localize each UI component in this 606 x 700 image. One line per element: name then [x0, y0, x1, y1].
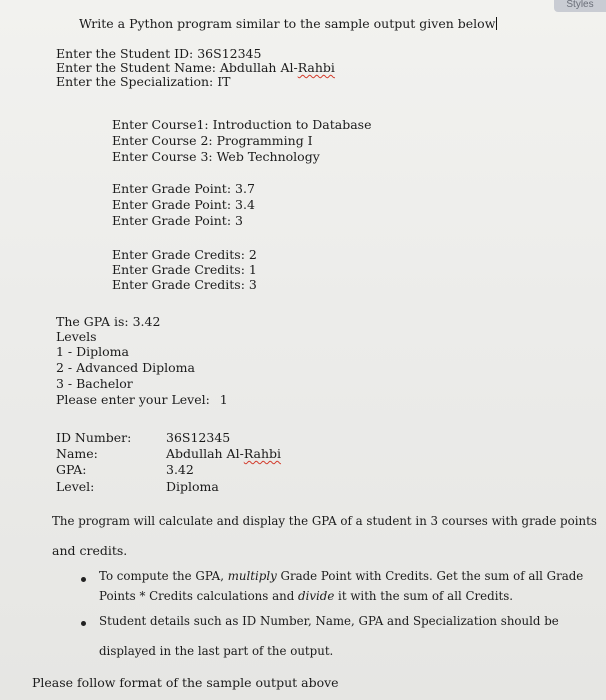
course-line-2: Enter Course 2: Programming I	[112, 133, 313, 148]
levels-heading: Levels	[56, 329, 97, 344]
summary-label-gpa: GPA:	[56, 462, 87, 477]
spellcheck-word: Rahbi	[243, 446, 282, 461]
summary-value-gpa: 3.42	[166, 462, 194, 477]
course-line-3: Enter Course 3: Web Technology	[112, 149, 320, 164]
summary-value-name: Abdullah Al-Rahbi	[166, 446, 282, 461]
text-cursor	[496, 17, 497, 30]
level-option-2: 2 - Advanced Diploma	[56, 360, 195, 375]
bullet-dot-1	[81, 577, 86, 582]
spellcheck-word: Rahbi	[297, 60, 335, 75]
bullet-1-line-2: Points * Credits calculations and divide it with the sum of all Credits.	[99, 589, 514, 603]
summary-value-id: 36S12345	[166, 430, 231, 445]
description-line-2: and credits.	[52, 543, 128, 558]
bullet-1-line-1: To compute the GPA, multiply Grade Point with Credits. Get the sum of all Grade	[99, 569, 584, 583]
level-option-1: 1 - Diploma	[56, 344, 129, 359]
input-line-student-name: Enter the Student Name: Abdullah Al-Rahbi	[56, 60, 335, 75]
footer-instruction: Please follow format of the sample output above	[32, 675, 339, 690]
input-line-student-id: Enter the Student ID: 36S12345	[56, 46, 262, 61]
grade-credits-line-1: Enter Grade Credits: 2	[112, 247, 257, 262]
level-option-3: 3 - Bachelor	[56, 376, 133, 391]
course-line-1: Enter Course1: Introduction to Database	[112, 117, 372, 132]
bullet-dot-2	[81, 621, 86, 626]
bullet-2-line-2: displayed in the last part of the output.	[99, 644, 334, 658]
bullet-2-line-1: Student details such as ID Number, Name, GPA and Specialization should be	[99, 614, 559, 628]
gpa-output-line: The GPA is: 3.42	[56, 314, 161, 329]
grade-point-line-2: Enter Grade Point: 3.4	[112, 197, 255, 212]
styles-tab[interactable]: Styles	[554, 0, 606, 12]
description-line-1: The program will calculate and display the GPA of a student in 3 courses with grade points	[52, 514, 597, 528]
summary-label-level: Level:	[56, 479, 95, 494]
grade-credits-line-2: Enter Grade Credits: 1	[112, 262, 257, 277]
grade-point-line-1: Enter Grade Point: 3.7	[112, 181, 255, 196]
input-line-specialization: Enter the Specialization: IT	[56, 74, 231, 89]
title-text: Write a Python program similar to the sample output given below	[79, 16, 496, 31]
grade-credits-line-3: Enter Grade Credits: 3	[112, 277, 257, 292]
summary-label-id: ID Number:	[56, 430, 132, 445]
summary-value-level: Diploma	[166, 479, 219, 494]
grade-point-line-3: Enter Grade Point: 3	[112, 213, 243, 228]
level-input-line: Please enter your Level: 1	[56, 392, 228, 407]
assignment-title	[79, 16, 497, 31]
summary-label-name: Name:	[56, 446, 98, 461]
